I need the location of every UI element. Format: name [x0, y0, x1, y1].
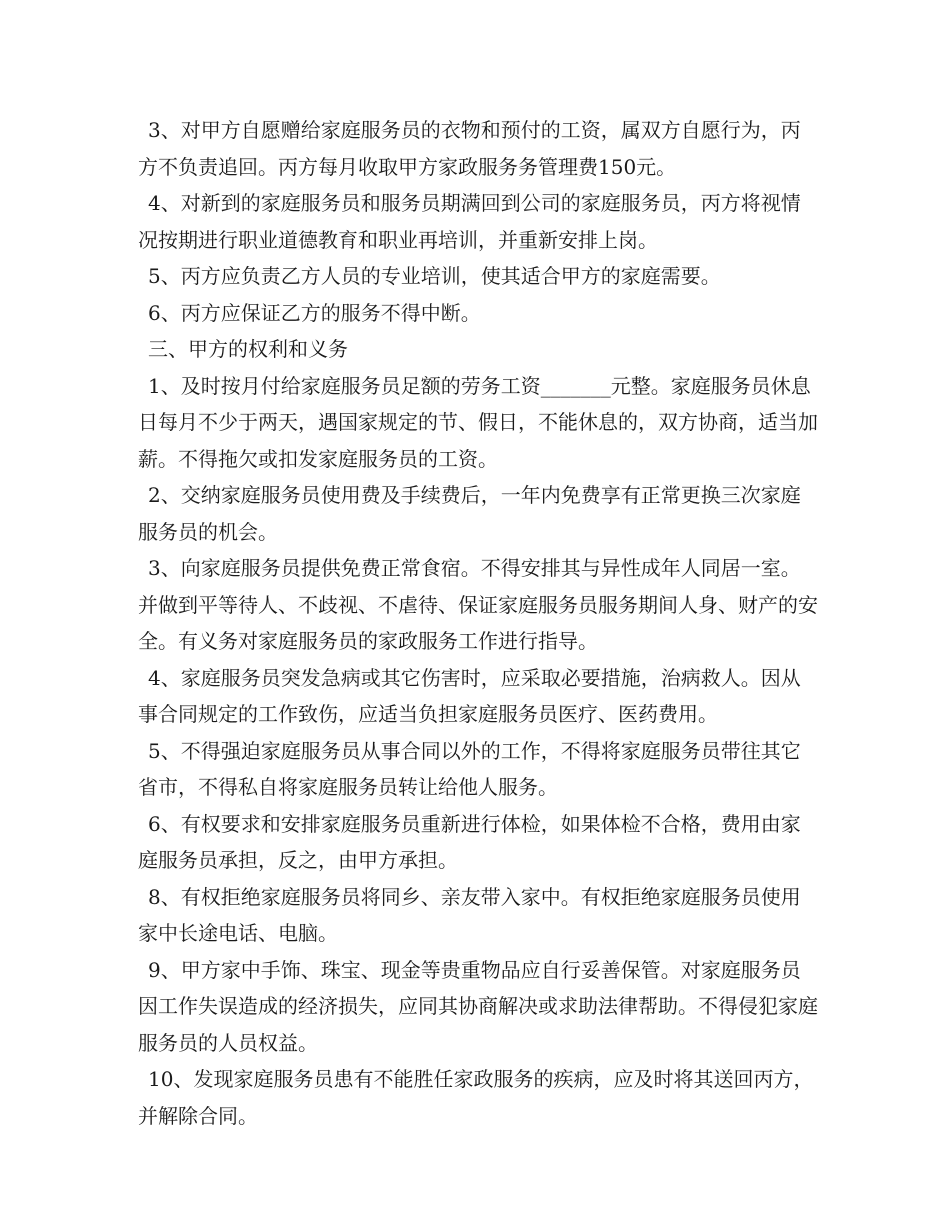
- paragraph-clause-4: 4、对新到的家庭服务员和服务员期满回到公司的家庭服务员，丙方将视情况按期进行职业道德教育和职业再培训，并重新安排上岗。: [138, 191, 801, 252]
- paragraph-party-a-10: 10、发现家庭服务员患有不能胜任家政服务的疾病，应及时将其送回丙方，并解除合同。: [138, 1067, 814, 1128]
- paragraph-party-a-2: 2、交纳家庭服务员使用费及手续费后，一年内免费享有正常更换三次家庭服务员的机会。: [138, 483, 801, 544]
- paragraph-party-a-1: 1、及时按月付给家庭服务员足额的劳务工资_______元整。家庭服务员休息日每月不少于两天，遇国家规定的节、假日，不能休息的，双方协商，适当加薪。不得拖欠或扣发家庭服务员的工资。: [138, 373, 818, 471]
- paragraph-party-a-5: 5、不得强迫家庭服务员从事合同以外的工作，不得将家庭服务员带往其它省市，不得私自将家庭服务员转让给他人服务。: [138, 738, 801, 799]
- section-heading-party-a: 三、甲方的权利和义务: [148, 337, 348, 361]
- paragraph-clause-6: 6、丙方应保证乙方的服务不得中断。: [148, 300, 481, 325]
- paragraph-party-a-9: 9、甲方家中手饰、珠宝、现金等贵重物品应自行妥善保管。对家庭服务员因工作失误造成的经济损失，应同其协商解决或求助法律帮助。不得侵犯家庭服务员的人员权益。: [138, 957, 818, 1055]
- paragraph-clause-3: 3、对甲方自愿赠给家庭服务员的衣物和预付的工资，属双方自愿行为，丙方不负责追回。丙方每月收取甲方家政服务务管理费150元。: [138, 118, 801, 179]
- paragraph-party-a-4: 4、家庭服务员突发急病或其它伤害时，应采取必要措施，治病救人。因从事合同规定的工作致伤，应适当负担家庭服务员医疗、医药费用。: [138, 665, 801, 726]
- document-body: [138, 112, 818, 1134]
- paragraph-party-a-6: 6、有权要求和安排家庭服务员重新进行体检，如果体检不合格，费用由家庭服务员承担，反之，由甲方承担。: [138, 811, 801, 872]
- paragraph-party-a-8: 8、有权拒绝家庭服务员将同乡、亲友带入家中。有权拒绝家庭服务员使用家中长途电话、电脑。: [138, 884, 801, 945]
- paragraph-party-a-3: 3、向家庭服务员提供免费正常食宿。不得安排其与异性成年人同居一室。并做到平等待人、不歧视、不虐待、保证家庭服务员服务期间人身、财产的安全。有义务对家庭服务员的家政服务工作进行指导。: [138, 556, 818, 653]
- paragraph-clause-5: 5、丙方应负责乙方人员的专业培训，使其适合甲方的家庭需要。: [148, 264, 721, 288]
